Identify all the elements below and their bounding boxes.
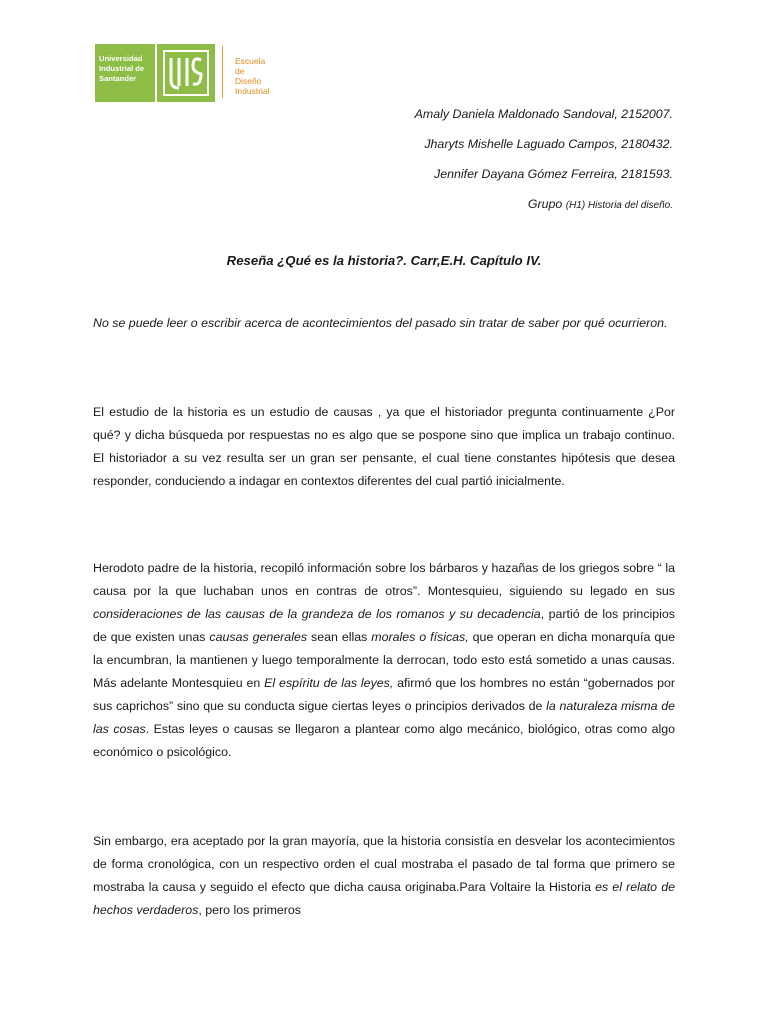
logo-divider — [222, 46, 223, 98]
logo-line: Santander — [99, 74, 137, 83]
intro-paragraph: No se puede leer o escribir acerca de acontecimientos del pasado sin tratar de saber por qué ocurrieron. — [93, 316, 668, 330]
group-line — [415, 194, 673, 224]
author-line: Amaly Daniela Maldonado Sandoval, 2152007. — [414, 107, 673, 121]
logo-line: Industrial de — [99, 64, 145, 73]
university-name-block — [95, 44, 155, 102]
paragraph-1: El estudio de la historia es un estudio de causas , ya que el historiador pregunta continuamente ¿Por qué? y dicha búsqueda por respuestas no es algo que se pospone sino que implica un trabajo continuo. El historiador a su vez resulta ser un gran ser pensante, el cual tiene constantes hipótesis que desea responder, conduciendo a indagar en contextos diferentes del cual partió inicialmente. — [93, 405, 675, 488]
author-line: Jennifer Dayana Gómez Ferreira, 2181593. — [434, 167, 673, 181]
author-line: Jharyts Mishelle Laguado Campos, 2180432. — [424, 137, 673, 151]
logo-line: de Diseño — [235, 66, 262, 86]
paragraph-3: Sin embargo, era aceptado por la gran mayoría, que la historia consistía en desvelar los acontecimientos de forma cronológica, con un respectivo orden el cual mostraba el pasado de tal forma que primero se mostraba la causa y seguido el efecto que dicha causa originaba.Para Voltaire la Historia es el relato de hechos verdaderos, pero los primeros — [93, 834, 675, 917]
document-title: Reseña ¿Qué es la historia?. Carr,E.H. Capítulo IV. — [226, 253, 542, 268]
paragraph-2: Herodoto padre de la historia, recopiló información sobre los bárbaros y hazañas de los griegos sobre “ la causa por la que luchaban unos en contras de otros”. Montesquieu, siguiendo su legado en sus consideraciones de las causas de la grandeza de los romanos y su decadencia, partió de los principios de que existen unas causas generales sean ellas morales o físicas, que operan en dicha monarquía que la encumbran, la mantienen y luego temporalmente la derrocan, todo esto está sometido a unas causas. Más adelante Montesquieu en El espíritu de las leyes, afirmó que los hombres no están “gobernados por sus caprichos” sino que su conducta sigue ciertas leyes o principios derivados de la naturaleza misma de las cosas. Estas leyes o causas se llegaron a plantear como algo mecánico, biológico, otras como algo económico o psicológico. — [93, 561, 676, 759]
group-detail: (H1) Historia del diseño. — [565, 200, 673, 211]
logo-line: Industrial — [235, 86, 270, 96]
school-name-block — [235, 56, 270, 96]
author-block — [415, 104, 673, 224]
uis-mark-icon — [157, 44, 215, 102]
logo-line: Escuela — [235, 56, 266, 66]
group-label: Grupo — [527, 197, 563, 211]
logo-line: Universidad — [99, 54, 143, 63]
